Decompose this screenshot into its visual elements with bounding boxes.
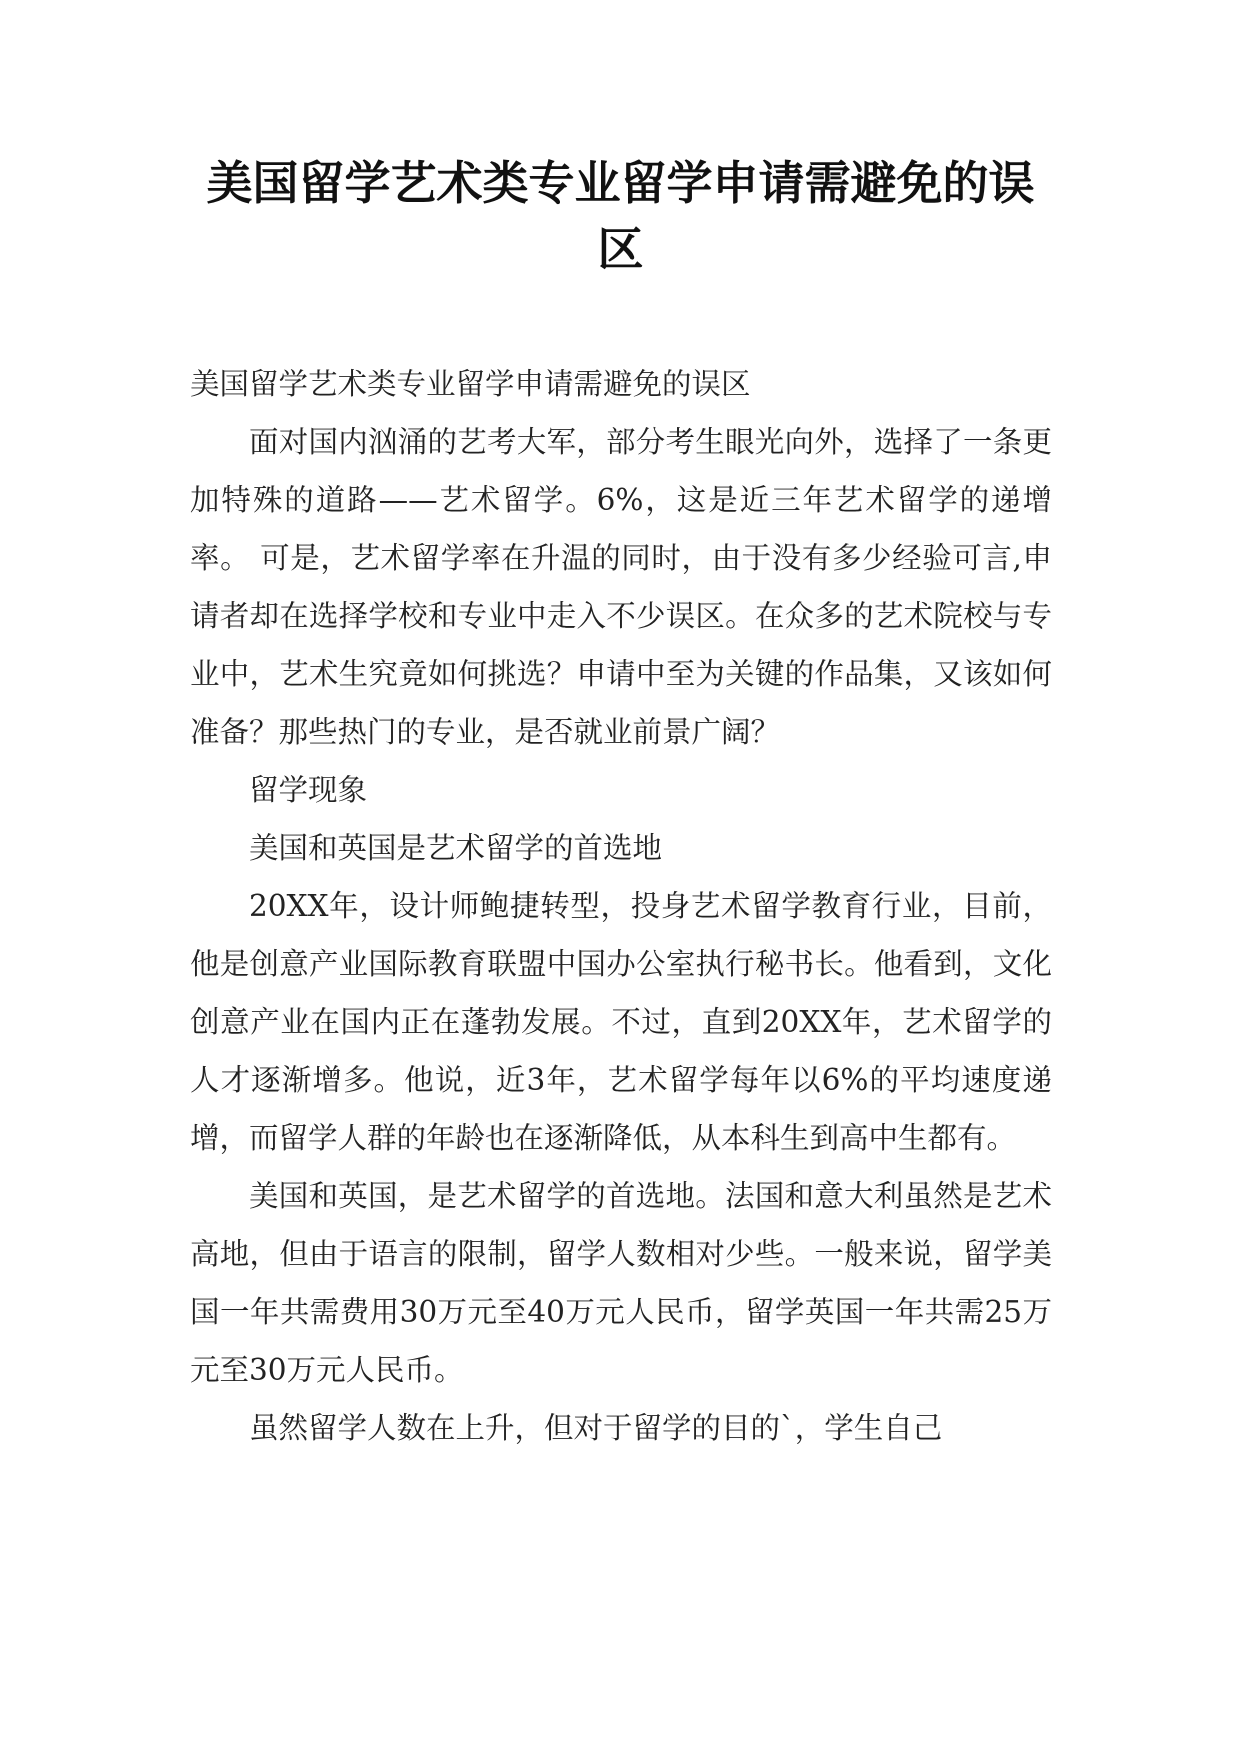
paragraph: 虽然留学人数在上升，但对于留学的目的`，学生自己 (249, 1411, 943, 1445)
paragraph: 20XX年，设计师鲍捷转型，投身艺术留学教育行业，目前，他是创意产业国际教育联盟中国办公室执行秘书长。他看到，文化创意产业在国内正在蓬勃发展。不过，直到20XX年，艺术留学的人才逐渐增多。他说，近3年，艺术留学每年以6%的平均速度递增，而留学人群的年龄也在逐渐降低，从本科生到高中生都有。 (190, 889, 1052, 1155)
paragraph: 美国和英国，是艺术留学的首选地。法国和意大利虽然是艺术高地，但由于语言的限制，留学人数相对少些。一般来说，留学美国一年共需费用30万元至40万元人民币，留学英国一年共需25万元至30万元人民币。 (190, 1179, 1052, 1387)
document-body (190, 355, 1052, 1457)
section-heading: 留学现象 (249, 773, 368, 807)
paragraph-heading: 美国留学艺术类专业留学申请需避免的误区 (190, 367, 751, 401)
paragraph-intro: 面对国内汹涌的艺考大军，部分考生眼光向外，选择了一条更加特殊的道路——艺术留学。6%，这是近三年艺术留学的递增率。 可是，艺术留学率在升温的同时，由于没有多少经验可言,申请者却在选择学校和专业中走入不少误区。在众多的艺术院校与专业中，艺术生究竟如何挑选？申请中至为关键的作品集，又该如何准备？那些热门的专业，是否就业前景广阔？ (190, 425, 1052, 749)
subsection-heading: 美国和英国是艺术留学的首选地 (249, 831, 663, 865)
document-title: 美国留学艺术类专业留学申请需避免的误区 (206, 156, 1035, 276)
